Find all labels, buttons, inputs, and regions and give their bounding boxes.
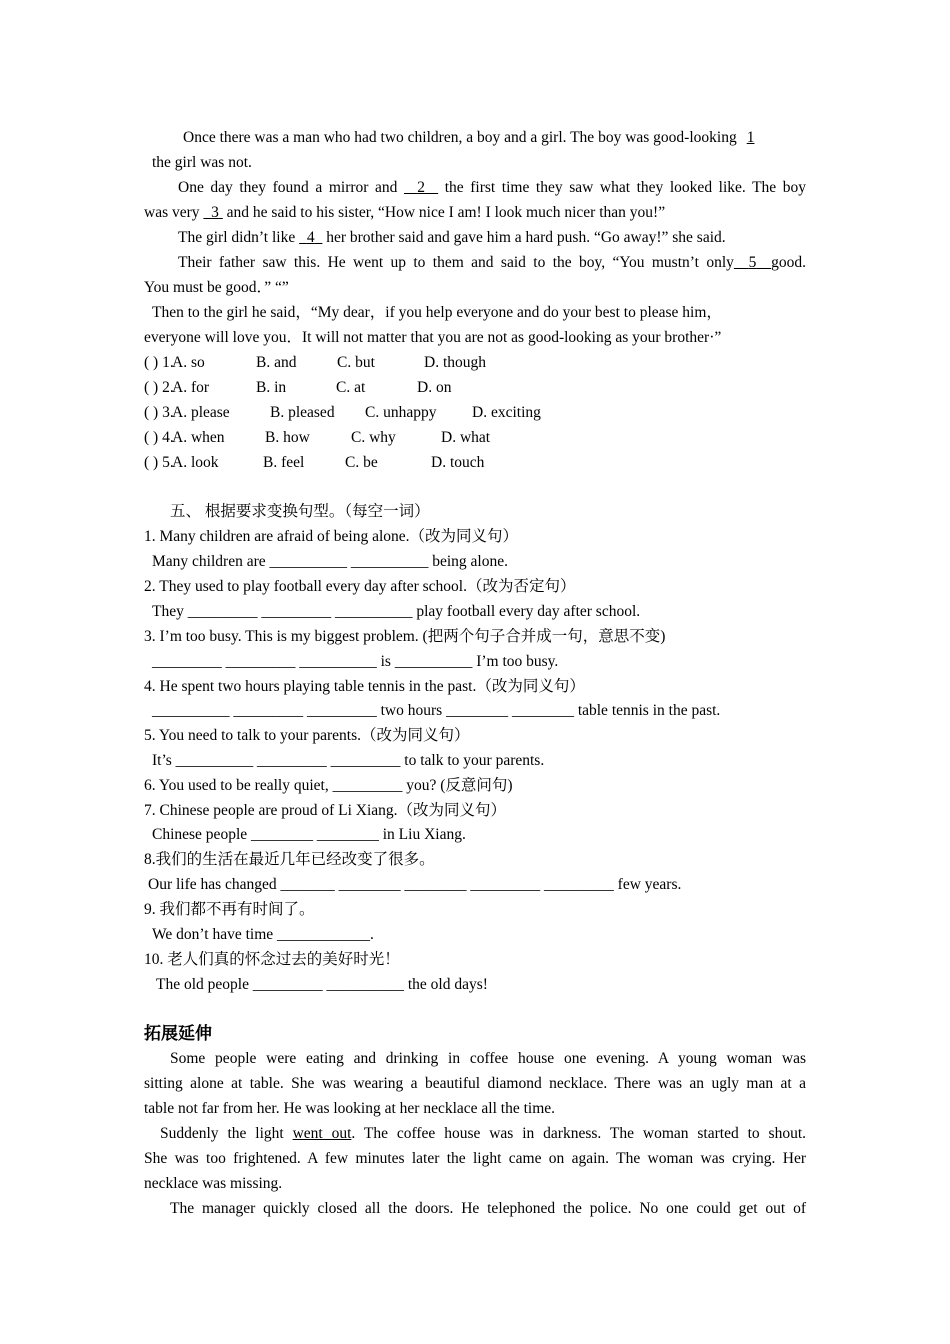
- option-a: A. so: [172, 354, 205, 371]
- option-b: B. in: [256, 379, 287, 396]
- choice-number: ( ) 5.: [144, 454, 174, 471]
- choice-number: ( ) 4.: [144, 429, 174, 446]
- extension-line-2: sitting alone at table. She was wearing a beautiful diamond necklace. There was an ugly man at a: [144, 1075, 806, 1092]
- answer-line-1: Many children are __________ __________ being alone.: [152, 553, 508, 570]
- option-c: C. be: [345, 454, 378, 471]
- passage-line-1: [183, 125, 806, 150]
- answer-line-10: The old people _________ __________ the old days!: [156, 976, 488, 993]
- option-b: B. and: [256, 354, 297, 371]
- passage-line-8: Then to the girl he said，“My dear，if you help everyone and do your best to please him，: [152, 304, 722, 321]
- blank-5: [734, 254, 771, 271]
- extension-line-5: She was too frightened. A few minutes later the light came on again. The woman was crying. Her: [144, 1150, 806, 1167]
- question-4: 4. He spent two hours playing table tennis in the past.（改为同义句）: [144, 678, 585, 695]
- choice-row: [144, 400, 806, 425]
- extension-line-3: table not far from her. He was looking at her necklace all the time.: [144, 1100, 556, 1117]
- blank-3: [203, 204, 222, 221]
- option-a: A. when: [172, 429, 225, 446]
- option-a: A. please: [172, 404, 230, 421]
- passage-line-7: You must be good．” “”: [144, 279, 289, 296]
- section-title: 五、 根据要求变换句型。（每空一词）: [170, 503, 430, 520]
- answer-line-5: It’s __________ _________ _________ to talk to your parents.: [152, 752, 545, 769]
- option-d: D. though: [424, 354, 486, 371]
- blank-2-number: 2: [417, 179, 425, 196]
- extension-text: Suddenly the light: [160, 1125, 284, 1142]
- blank-3-number: 3: [211, 204, 219, 221]
- question-2: 2. They used to play football every day after school.（改为否定句）: [144, 578, 576, 595]
- question-8: 8.我们的生活在最近几年已经改变了很多。: [144, 851, 435, 868]
- passage-line-3: [178, 175, 806, 200]
- passage-line-9: everyone will love you．It will not matter that you are not as good-looking as your brother·”: [144, 329, 722, 346]
- answer-line-2: They _________ _________ __________ play football every day after school.: [152, 603, 641, 620]
- question-3: 3. I’m too busy. This is my biggest problem. (把两个句子合并成一句，意思不变): [144, 628, 666, 645]
- passage-text: and he said to his sister, “How nice I am! I look much nicer than you!”: [226, 204, 666, 221]
- passage-text: One day they found a mirror and: [178, 179, 398, 196]
- choice-row: [144, 375, 806, 400]
- answer-line-7: Chinese people ________ ________ in Liu Xiang.: [152, 826, 466, 843]
- passage-line-2: the girl was not.: [152, 154, 252, 171]
- answer-line-9: We don’t have time ____________.: [152, 926, 374, 943]
- question-1: 1. Many children are afraid of being alone.（改为同义句）: [144, 528, 519, 545]
- option-b: B. feel: [263, 454, 305, 471]
- option-c: C. but: [337, 354, 375, 371]
- answer-line-3: _________ _________ __________ is __________ I’m too busy.: [152, 653, 559, 670]
- option-b: B. pleased: [270, 404, 335, 421]
- question-6: 6. You used to be really quiet, _________ you? (反意问句): [144, 777, 513, 794]
- passage-line-4: [144, 200, 806, 225]
- option-c: C. why: [351, 429, 396, 446]
- choice-number: ( ) 3.: [144, 404, 174, 421]
- option-a: A. for: [172, 379, 210, 396]
- question-9: 9. 我们都不再有时间了。: [144, 901, 315, 918]
- choice-number: ( ) 2.: [144, 379, 174, 396]
- question-7: 7. Chinese people are proud of Li Xiang.（改为同义句）: [144, 802, 507, 819]
- blank-2: [404, 179, 438, 196]
- passage-text: was very: [144, 204, 200, 221]
- answer-line-4: __________ _________ _________ two hours ________ ________ table tennis in the past.: [152, 702, 721, 719]
- option-b: B. how: [265, 429, 310, 446]
- choice-number: ( ) 1.: [144, 354, 174, 371]
- option-d: D. exciting: [472, 404, 541, 421]
- option-d: D. on: [417, 379, 452, 396]
- passage-line-6: [178, 250, 806, 275]
- choice-row: [144, 450, 806, 475]
- passage-line-5: [178, 225, 806, 250]
- option-c: C. at: [336, 379, 366, 396]
- blank-1: 1: [746, 129, 755, 146]
- question-10: 10. 老人们真的怀念过去的美好时光！: [144, 951, 400, 968]
- passage-text: the first time they saw what they looked like. The boy: [444, 179, 807, 196]
- passage-text: The girl didn’t like: [178, 229, 296, 246]
- blank-4: [299, 229, 322, 246]
- extension-line-6: necklace was missing.: [144, 1175, 283, 1192]
- extension-line-1: Some people were eating and drinking in coffee house one evening. A young woman was: [170, 1050, 806, 1067]
- option-a: A. look: [172, 454, 219, 471]
- passage-text: Their father saw this. He went up to them and said to the boy, “You mustn’t only: [178, 254, 734, 271]
- passage-text: her brother said and gave him a hard push. “Go away!” she said.: [326, 229, 726, 246]
- passage-text: good.: [771, 254, 807, 271]
- choice-row: [144, 425, 806, 450]
- extension-text: . The coffee house was in darkness. The woman started to shout.: [351, 1125, 806, 1142]
- option-d: D. touch: [431, 454, 485, 471]
- question-5: 5. You need to talk to your parents.（改为同义句）: [144, 727, 470, 744]
- blank-4-number: 4: [306, 229, 315, 246]
- underlined-phrase: went out: [292, 1125, 352, 1142]
- answer-line-8: Our life has changed _______ ________ ________ _________ _________ few years.: [148, 876, 682, 893]
- extension-line-4: [160, 1121, 806, 1146]
- passage-text: Once there was a man who had two children, a boy and a girl. The boy was good-looking: [183, 129, 737, 146]
- blank-5-number: 5: [748, 254, 757, 271]
- extension-line-7: The manager quickly closed all the doors. He telephoned the police. No one could get out of: [170, 1200, 806, 1217]
- option-d: D. what: [441, 429, 491, 446]
- extension-heading: 拓展延伸: [144, 1024, 212, 1044]
- choice-row: [144, 350, 806, 375]
- option-c: C. unhappy: [365, 404, 437, 421]
